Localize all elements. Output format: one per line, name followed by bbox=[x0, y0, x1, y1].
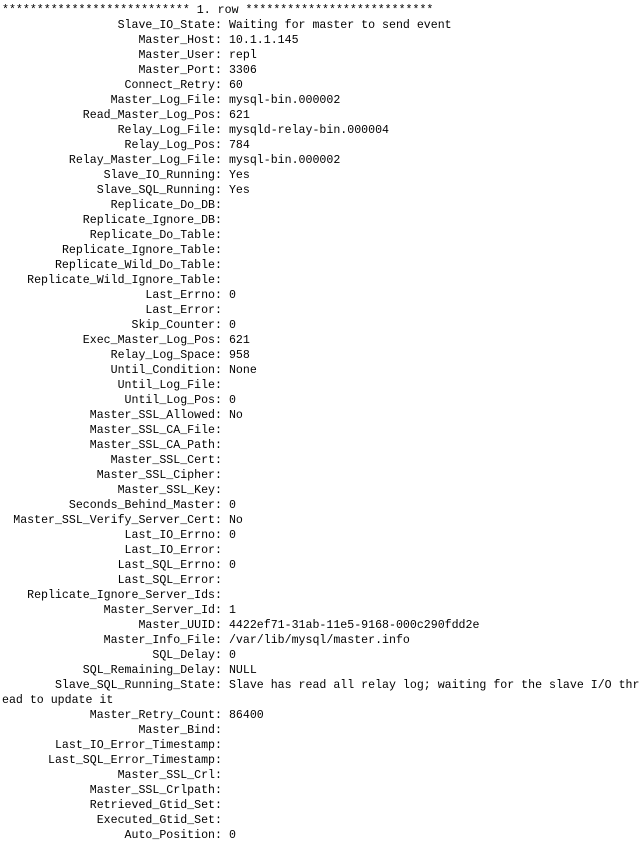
status-value: 621 bbox=[228, 334, 250, 347]
status-value: mysqld-relay-bin.000004 bbox=[228, 124, 389, 137]
status-key: Replicate_Ignore_Table bbox=[61, 244, 215, 257]
status-value bbox=[222, 573, 642, 588]
status-value bbox=[222, 783, 642, 798]
status-key: Master_Server_Id bbox=[103, 604, 215, 617]
status-row bbox=[2, 273, 642, 288]
status-key: Master_SSL_Crl bbox=[117, 769, 215, 782]
key-value-separator: : bbox=[215, 184, 222, 197]
status-row bbox=[2, 828, 642, 843]
key-value-separator: : bbox=[215, 469, 222, 482]
status-value: None bbox=[228, 364, 257, 377]
key-value-separator: : bbox=[215, 484, 222, 497]
status-key: Master_Info_File bbox=[103, 634, 215, 647]
status-value bbox=[222, 588, 642, 603]
status-key: Master_Bind bbox=[138, 724, 215, 737]
status-value: 784 bbox=[228, 139, 250, 152]
status-key: SQL_Remaining_Delay bbox=[82, 664, 215, 677]
status-value bbox=[222, 273, 642, 288]
status-value bbox=[222, 468, 642, 483]
key-value-separator: : bbox=[215, 754, 222, 767]
status-key: Last_SQL_Error bbox=[117, 574, 215, 587]
status-row bbox=[2, 648, 642, 663]
status-row bbox=[2, 393, 642, 408]
status-row bbox=[2, 258, 642, 273]
status-row bbox=[2, 453, 642, 468]
status-key: Relay_Master_Log_File bbox=[68, 154, 215, 167]
key-value-separator: : bbox=[215, 574, 222, 587]
status-key: Master_Retry_Count bbox=[89, 709, 215, 722]
status-row bbox=[2, 153, 642, 168]
key-value-separator: : bbox=[215, 454, 222, 467]
key-value-separator: : bbox=[215, 19, 222, 32]
status-key: Master_User bbox=[138, 49, 215, 62]
status-row bbox=[2, 543, 642, 558]
status-row bbox=[2, 753, 642, 768]
status-value: mysql-bin.000002 bbox=[228, 94, 341, 107]
status-row bbox=[2, 18, 642, 33]
status-key: Slave_IO_State bbox=[117, 19, 215, 32]
key-value-separator: : bbox=[215, 829, 222, 842]
key-value-separator: : bbox=[215, 259, 222, 272]
key-value-separator: : bbox=[215, 364, 222, 377]
status-row bbox=[2, 483, 642, 498]
status-row bbox=[2, 228, 642, 243]
key-value-separator: : bbox=[215, 349, 222, 362]
status-key: Replicate_Wild_Ignore_Table bbox=[27, 274, 215, 287]
status-key: Exec_Master_Log_Pos bbox=[82, 334, 215, 347]
status-value: 3306 bbox=[228, 64, 257, 77]
status-row bbox=[2, 333, 642, 348]
status-row bbox=[2, 183, 642, 198]
status-row bbox=[2, 33, 642, 48]
status-key: Master_SSL_Verify_Server_Cert bbox=[13, 514, 215, 527]
status-key: Master_SSL_Crlpath bbox=[89, 784, 215, 797]
key-value-separator: : bbox=[215, 784, 222, 797]
status-value bbox=[222, 483, 642, 498]
key-value-separator: : bbox=[215, 229, 222, 242]
status-value: 0 bbox=[228, 559, 236, 572]
status-row bbox=[2, 168, 642, 183]
key-value-separator: : bbox=[215, 499, 222, 512]
status-value: 0 bbox=[228, 499, 236, 512]
status-key: Last_SQL_Error_Timestamp bbox=[48, 754, 215, 767]
status-value bbox=[222, 798, 642, 813]
status-value bbox=[222, 423, 642, 438]
key-value-separator: : bbox=[215, 379, 222, 392]
status-row bbox=[2, 408, 642, 423]
status-value bbox=[222, 753, 642, 768]
key-value-separator: : bbox=[215, 94, 222, 107]
status-row bbox=[2, 288, 642, 303]
key-value-separator: : bbox=[215, 214, 222, 227]
status-row bbox=[2, 303, 642, 318]
status-key: Replicate_Do_DB bbox=[110, 199, 215, 212]
status-key: Last_IO_Error_Timestamp bbox=[54, 739, 215, 752]
key-value-separator: : bbox=[215, 799, 222, 812]
key-value-separator: : bbox=[215, 394, 222, 407]
status-key: Master_UUID bbox=[138, 619, 215, 632]
key-value-separator: : bbox=[215, 724, 222, 737]
status-row bbox=[2, 63, 642, 78]
status-key: Master_Port bbox=[138, 64, 215, 77]
key-value-separator: : bbox=[215, 544, 222, 557]
status-value: 0 bbox=[228, 829, 236, 842]
key-value-separator: : bbox=[215, 304, 222, 317]
status-value: No bbox=[228, 409, 243, 422]
status-value-wrapped: ead to update it bbox=[2, 694, 114, 707]
key-value-separator: : bbox=[215, 709, 222, 722]
key-value-separator: : bbox=[215, 199, 222, 212]
key-value-separator: : bbox=[215, 649, 222, 662]
status-row bbox=[2, 558, 642, 573]
status-key: Master_SSL_CA_File bbox=[89, 424, 215, 437]
status-key: Replicate_Do_Table bbox=[89, 229, 215, 242]
key-value-separator: : bbox=[215, 154, 222, 167]
status-value: Yes bbox=[228, 184, 250, 197]
key-value-separator: : bbox=[215, 559, 222, 572]
status-row bbox=[2, 123, 642, 138]
status-row bbox=[2, 768, 642, 783]
key-value-separator: : bbox=[215, 664, 222, 677]
status-value: repl bbox=[228, 49, 257, 62]
key-value-separator: : bbox=[215, 289, 222, 302]
status-row bbox=[2, 603, 642, 618]
status-value: /var/lib/mysql/master.info bbox=[228, 634, 410, 647]
status-row bbox=[2, 498, 642, 513]
status-row bbox=[2, 108, 642, 123]
status-value bbox=[222, 243, 642, 258]
status-row bbox=[2, 213, 642, 228]
status-value: Waiting for master to send event bbox=[228, 19, 452, 32]
terminal-output bbox=[2, 3, 642, 843]
status-row bbox=[2, 708, 642, 723]
key-value-separator: : bbox=[215, 769, 222, 782]
status-row bbox=[2, 513, 642, 528]
status-key: Relay_Log_Pos bbox=[124, 139, 215, 152]
status-key: Last_Error bbox=[145, 304, 215, 317]
status-value bbox=[222, 738, 642, 753]
status-key: Last_IO_Errno bbox=[124, 529, 215, 542]
status-value bbox=[222, 453, 642, 468]
status-key: Replicate_Wild_Do_Table bbox=[54, 259, 215, 272]
status-key: Master_SSL_Key bbox=[117, 484, 215, 497]
status-row bbox=[2, 528, 642, 543]
status-value bbox=[222, 438, 642, 453]
status-value: 958 bbox=[228, 349, 250, 362]
status-value: NULL bbox=[228, 664, 257, 677]
status-value bbox=[222, 258, 642, 273]
key-value-separator: : bbox=[215, 319, 222, 332]
key-value-separator: : bbox=[215, 79, 222, 92]
status-key: Master_Host bbox=[138, 34, 215, 47]
status-row bbox=[2, 738, 642, 753]
status-row bbox=[2, 378, 642, 393]
key-value-separator: : bbox=[215, 634, 222, 647]
status-row bbox=[2, 423, 642, 438]
status-key: Skip_Counter bbox=[131, 319, 215, 332]
status-row bbox=[2, 48, 642, 63]
status-key: Last_Errno bbox=[145, 289, 215, 302]
status-row bbox=[2, 618, 642, 633]
status-row bbox=[2, 78, 642, 93]
status-value bbox=[222, 378, 642, 393]
status-rows bbox=[2, 18, 642, 843]
status-key: Replicate_Ignore_DB bbox=[82, 214, 215, 227]
status-key: Master_SSL_Allowed bbox=[89, 409, 215, 422]
status-value bbox=[222, 723, 642, 738]
status-value bbox=[222, 768, 642, 783]
key-value-separator: : bbox=[215, 109, 222, 122]
key-value-separator: : bbox=[215, 529, 222, 542]
status-value: 0 bbox=[228, 529, 236, 542]
status-row bbox=[2, 663, 642, 678]
status-key: Retrieved_Gtid_Set bbox=[89, 799, 215, 812]
key-value-separator: : bbox=[215, 124, 222, 137]
status-row bbox=[2, 468, 642, 483]
status-value: 621 bbox=[228, 109, 250, 122]
status-key: Last_SQL_Errno bbox=[117, 559, 215, 572]
key-value-separator: : bbox=[215, 409, 222, 422]
status-value: 0 bbox=[228, 289, 236, 302]
status-row bbox=[2, 198, 642, 213]
status-key: Until_Condition bbox=[110, 364, 215, 377]
status-key: Until_Log_File bbox=[117, 379, 215, 392]
status-key: Last_IO_Error bbox=[124, 544, 215, 557]
status-key: Connect_Retry bbox=[124, 79, 215, 92]
status-value: 1 bbox=[228, 604, 236, 617]
status-value bbox=[222, 198, 642, 213]
status-value: 10.1.1.145 bbox=[228, 34, 299, 47]
status-key: Slave_SQL_Running_State bbox=[54, 679, 215, 692]
status-value: No bbox=[228, 514, 243, 527]
status-value: 86400 bbox=[228, 709, 264, 722]
key-value-separator: : bbox=[215, 244, 222, 257]
key-value-separator: : bbox=[215, 34, 222, 47]
key-value-separator: : bbox=[215, 814, 222, 827]
status-key: Master_SSL_Cert bbox=[110, 454, 215, 467]
status-key: Executed_Gtid_Set bbox=[96, 814, 215, 827]
status-row bbox=[2, 633, 642, 648]
status-row bbox=[2, 813, 642, 828]
status-key: Slave_IO_Running bbox=[103, 169, 215, 182]
status-row bbox=[2, 783, 642, 798]
key-value-separator: : bbox=[215, 139, 222, 152]
status-key: Relay_Log_Space bbox=[110, 349, 215, 362]
row-separator-header: *************************** 1. row *************************** bbox=[2, 4, 434, 17]
status-key: Replicate_Ignore_Server_Ids bbox=[27, 589, 215, 602]
key-value-separator: : bbox=[215, 64, 222, 77]
status-key: SQL_Delay bbox=[152, 649, 215, 662]
status-key: Master_SSL_Cipher bbox=[96, 469, 215, 482]
status-row bbox=[2, 678, 642, 693]
status-key: Read_Master_Log_Pos bbox=[82, 109, 215, 122]
status-value: 0 bbox=[228, 649, 236, 662]
status-row bbox=[2, 438, 642, 453]
key-value-separator: : bbox=[215, 589, 222, 602]
status-value: 4422ef71-31ab-11e5-9168-000c290fdd2e bbox=[228, 619, 480, 632]
status-row bbox=[2, 588, 642, 603]
status-row bbox=[2, 363, 642, 378]
status-value: Yes bbox=[228, 169, 250, 182]
status-key: Seconds_Behind_Master bbox=[68, 499, 215, 512]
status-row bbox=[2, 798, 642, 813]
status-value bbox=[222, 303, 642, 318]
status-row bbox=[2, 573, 642, 588]
status-row bbox=[2, 723, 642, 738]
status-key: Until_Log_Pos bbox=[124, 394, 215, 407]
key-value-separator: : bbox=[215, 334, 222, 347]
status-key: Slave_SQL_Running bbox=[96, 184, 215, 197]
key-value-separator: : bbox=[215, 604, 222, 617]
key-value-separator: : bbox=[215, 169, 222, 182]
status-row bbox=[2, 348, 642, 363]
status-row bbox=[2, 318, 642, 333]
key-value-separator: : bbox=[215, 679, 222, 692]
status-key: Master_SSL_CA_Path bbox=[89, 439, 215, 452]
key-value-separator: : bbox=[215, 49, 222, 62]
status-key: Relay_Log_File bbox=[117, 124, 215, 137]
status-value: 60 bbox=[228, 79, 243, 92]
status-row bbox=[2, 93, 642, 108]
status-row bbox=[2, 138, 642, 153]
status-value: 0 bbox=[228, 394, 236, 407]
status-value bbox=[222, 213, 642, 228]
status-key: Auto_Position bbox=[124, 829, 215, 842]
key-value-separator: : bbox=[215, 514, 222, 527]
key-value-separator: : bbox=[215, 739, 222, 752]
status-value: mysql-bin.000002 bbox=[228, 154, 341, 167]
status-value bbox=[222, 543, 642, 558]
key-value-separator: : bbox=[215, 619, 222, 632]
status-value bbox=[222, 228, 642, 243]
status-value: 0 bbox=[228, 319, 236, 332]
status-row bbox=[2, 243, 642, 258]
key-value-separator: : bbox=[215, 424, 222, 437]
key-value-separator: : bbox=[215, 274, 222, 287]
status-key: Master_Log_File bbox=[110, 94, 215, 107]
status-value: Slave has read all relay log; waiting for the slave I/O thr bbox=[228, 679, 640, 692]
status-value bbox=[222, 813, 642, 828]
key-value-separator: : bbox=[215, 439, 222, 452]
